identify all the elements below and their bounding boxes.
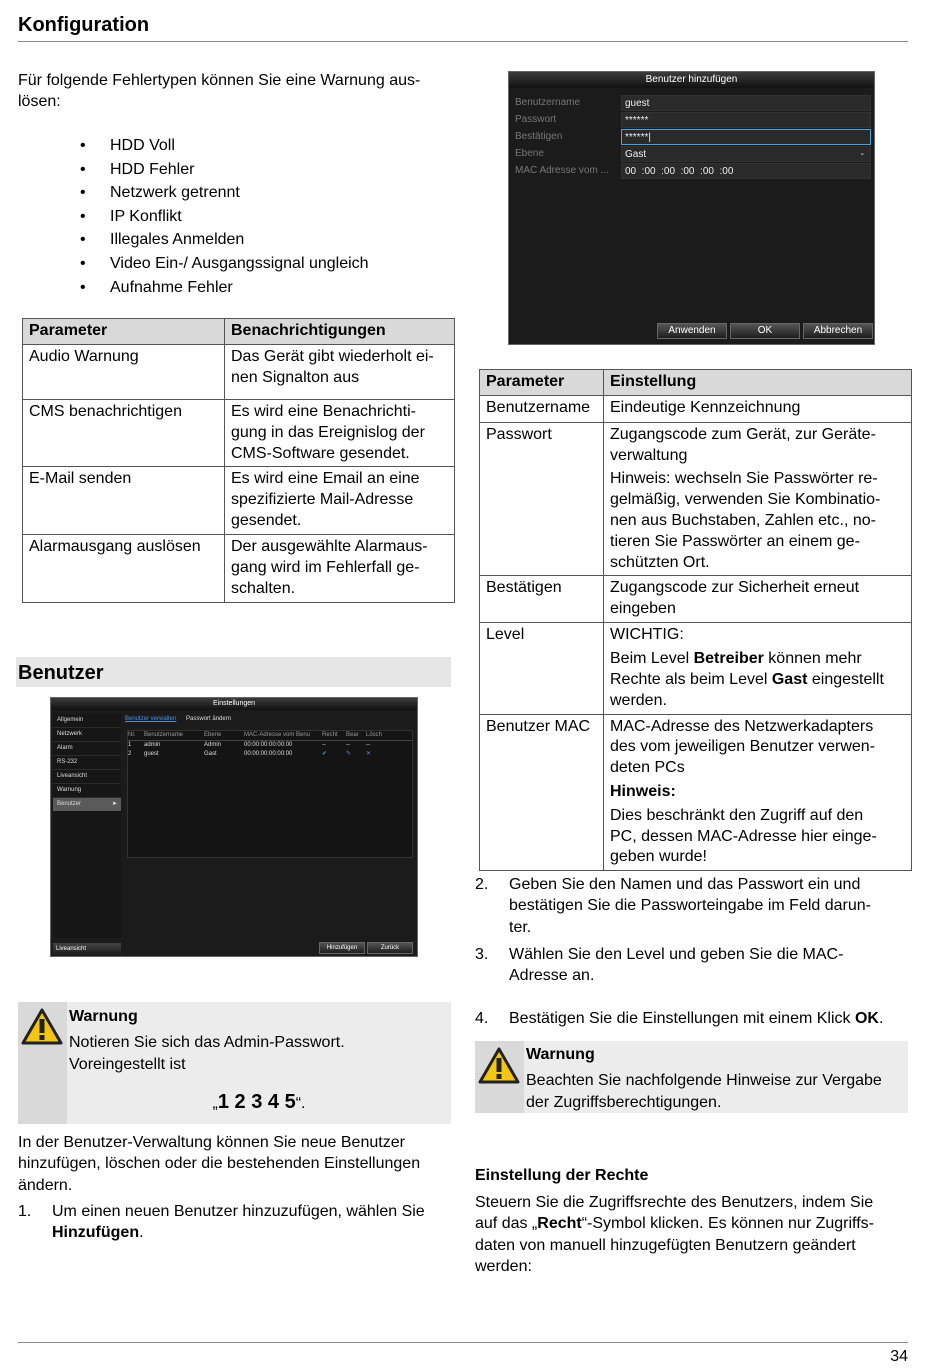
list-item: • Netzwerk getrennt: [80, 182, 369, 206]
warning-box: Warnung Beachten Sie nachfolgende Hinweise zur Vergabe der Zugriffsberechtigungen.: [475, 1041, 908, 1113]
warning-icon: [478, 1047, 520, 1085]
table-header: Benachrichtigungen: [225, 319, 455, 345]
menu-item-active[interactable]: Benutzer ►: [53, 798, 121, 811]
menu-item[interactable]: Allgemein: [53, 714, 121, 728]
list-item: 3. Wählen Sie den Level und geben Sie die MAC- Adresse an.: [475, 945, 844, 985]
level-select[interactable]: Gast -: [621, 146, 871, 162]
table-row: Passwort Zugangscode zum Gerät, zur Geräte- verwaltung Hinweis: wechseln Sie Passwörter re- gelmäßig, verwenden Sie Kombinatio- nen aus Buchstaben, Zahlen etc., no- tieren Sie Passwörter an einem ge- schützten Ort.: [480, 422, 912, 576]
steps-2-3: [475, 874, 915, 986]
liveview-button[interactable]: Liveansicht: [53, 943, 121, 955]
list-item: 2. Geben Sie den Namen und das Passwort ein und bestätigen Sie die Passworteingabe im Feld darun- ter.: [475, 876, 871, 936]
page-title: Konfiguration: [18, 14, 150, 36]
dialog-title: Benutzer hinzufügen: [509, 72, 874, 88]
delete-icon[interactable]: ✕: [366, 751, 372, 757]
apply-button[interactable]: Anwenden: [657, 323, 727, 339]
chevron-down-icon: -: [860, 149, 864, 160]
table-header-row: Nr. Benutzername Ebene MAC-Adresse vom Benu Recht Bear Lösch: [128, 731, 412, 741]
notification-table: [22, 318, 455, 603]
list-item: • HDD Fehler: [80, 159, 369, 183]
table-row: Benutzer MAC MAC-Adresse des Netzwerkadapters des vom jeweiligen Benutzer verwen- deten PCs Hinweis: Dies beschränkt den Zugriff auf den PC, dessen MAC-Adresse hier einge- geben wurde!: [480, 714, 912, 871]
rights-icon[interactable]: ✔: [322, 751, 328, 757]
confirm-password-field[interactable]: ******|: [621, 129, 871, 145]
step-4: 4. Bestätigen Sie die Einstellungen mit einem Klick OK.: [475, 1010, 884, 1027]
warning-box: Warnung Notieren Sie sich das Admin-Passwort. Voreingestellt ist „1 2 3 4 5“.: [18, 1002, 451, 1124]
table-header: Parameter: [480, 370, 604, 396]
table-header: Parameter: [23, 319, 225, 345]
table-row: Bestätigen Zugangscode zur Sicherheit erneut eingeben: [480, 576, 912, 623]
settings-screenshot: [50, 697, 418, 957]
table-row: Benutzername Eindeutige Kennzeichnung: [480, 395, 912, 422]
settings-tabs: [125, 715, 415, 724]
footer-divider: [18, 1342, 908, 1343]
intro-text: Für folgende Fehlertypen können Sie eine Warnung aus- lösen:: [18, 72, 421, 111]
settings-table: [479, 369, 912, 871]
username-field[interactable]: guest: [621, 95, 871, 111]
tab-change-password[interactable]: Passwort ändern: [186, 716, 232, 722]
list-item: • IP Konflikt: [80, 206, 369, 230]
table-row: Alarmausgang auslösen Der ausgewählte Alarmaus- gang wird im Fehlerfall ge- schalten.: [23, 535, 455, 603]
user-table: [127, 730, 413, 858]
error-type-list: [80, 135, 369, 300]
page-number: 34: [890, 1348, 908, 1365]
menu-item[interactable]: Liveansicht: [53, 770, 121, 784]
table-row: CMS benachrichtigen Es wird eine Benachrichti- gung in das Ereignislog der CMS-Software gesendet.: [23, 400, 455, 467]
settings-title: Einstellungen: [51, 698, 417, 710]
add-user-dialog: Benutzer hinzufügen Benutzername guest Passwort ****** Bestätigen ******| Ebene Gast - MAC Adresse vom ... 00 :00 :00 :00 :00 :00 Anwenden OK Abbrechen: [508, 71, 875, 345]
settings-menu: [53, 714, 121, 938]
user-management-text: In der Benutzer-Verwaltung können Sie neue Benutzer hinzufügen, löschen oder die bestehenden Einstellungen ändern.: [18, 1134, 421, 1194]
header-divider: [18, 41, 908, 42]
back-button[interactable]: Zurück: [367, 942, 413, 954]
rights-heading: Einstellung der Rechte: [475, 1167, 649, 1184]
table-row[interactable]: 1 admin Admin 00:00:00:00:00:00 -- -- --: [128, 742, 370, 748]
password-field[interactable]: ******: [621, 112, 871, 128]
default-password: „1 2 3 4 5“.: [212, 1090, 306, 1113]
list-item: • Video Ein-/ Ausgangssignal ungleich: [80, 253, 369, 277]
chevron-right-icon: ►: [112, 801, 118, 807]
mac-address-field[interactable]: 00 :00 :00 :00 :00 :00: [621, 163, 871, 179]
list-item: • Illegales Anmelden: [80, 229, 369, 253]
warning-title: Warnung: [69, 1008, 138, 1025]
ok-button[interactable]: OK: [730, 323, 800, 339]
table-row: Audio Warnung Das Gerät gibt wiederholt ei- nen Signalton aus: [23, 345, 455, 400]
list-item: • Aufnahme Fehler: [80, 277, 369, 301]
warning-icon: [21, 1008, 63, 1046]
section-title: Benutzer: [16, 657, 451, 687]
add-button[interactable]: Hinzufügen: [319, 942, 365, 954]
step-1: 1. Um einen neuen Benutzer hinzuzufügen, wählen Sie Hinzufügen.: [18, 1203, 425, 1242]
table-row: Level WICHTIG: Beim Level Betreiber können mehr Rechte als beim Level Gast eingestellt werden.: [480, 623, 912, 714]
table-row[interactable]: 2 guest Gast 00:00:00:00:00:00 ✔ ✎ ✕: [128, 750, 412, 759]
rights-text: Steuern Sie die Zugriffsrechte des Benutzers, indem Sie auf das „Recht“-Symbol klicken. Es können nur Zugriffs- daten von manuell hinzugefügten Benutzern geändert werden:: [475, 1194, 874, 1275]
menu-item[interactable]: RS-232: [53, 756, 121, 770]
list-item: • HDD Voll: [80, 135, 369, 159]
edit-icon[interactable]: ✎: [346, 751, 352, 757]
menu-item[interactable]: Netzwerk: [53, 728, 121, 742]
menu-item[interactable]: Warnung: [53, 784, 121, 798]
cancel-button[interactable]: Abbrechen: [803, 323, 873, 339]
menu-item[interactable]: Alarm: [53, 742, 121, 756]
table-header: Einstellung: [604, 370, 912, 396]
warning-title: Warnung: [526, 1046, 595, 1063]
tab-manage-users[interactable]: Benutzer verwalten: [125, 716, 177, 722]
table-row: E-Mail senden Es wird eine Email an eine spezifizierte Mail-Adresse gesendet.: [23, 467, 455, 535]
